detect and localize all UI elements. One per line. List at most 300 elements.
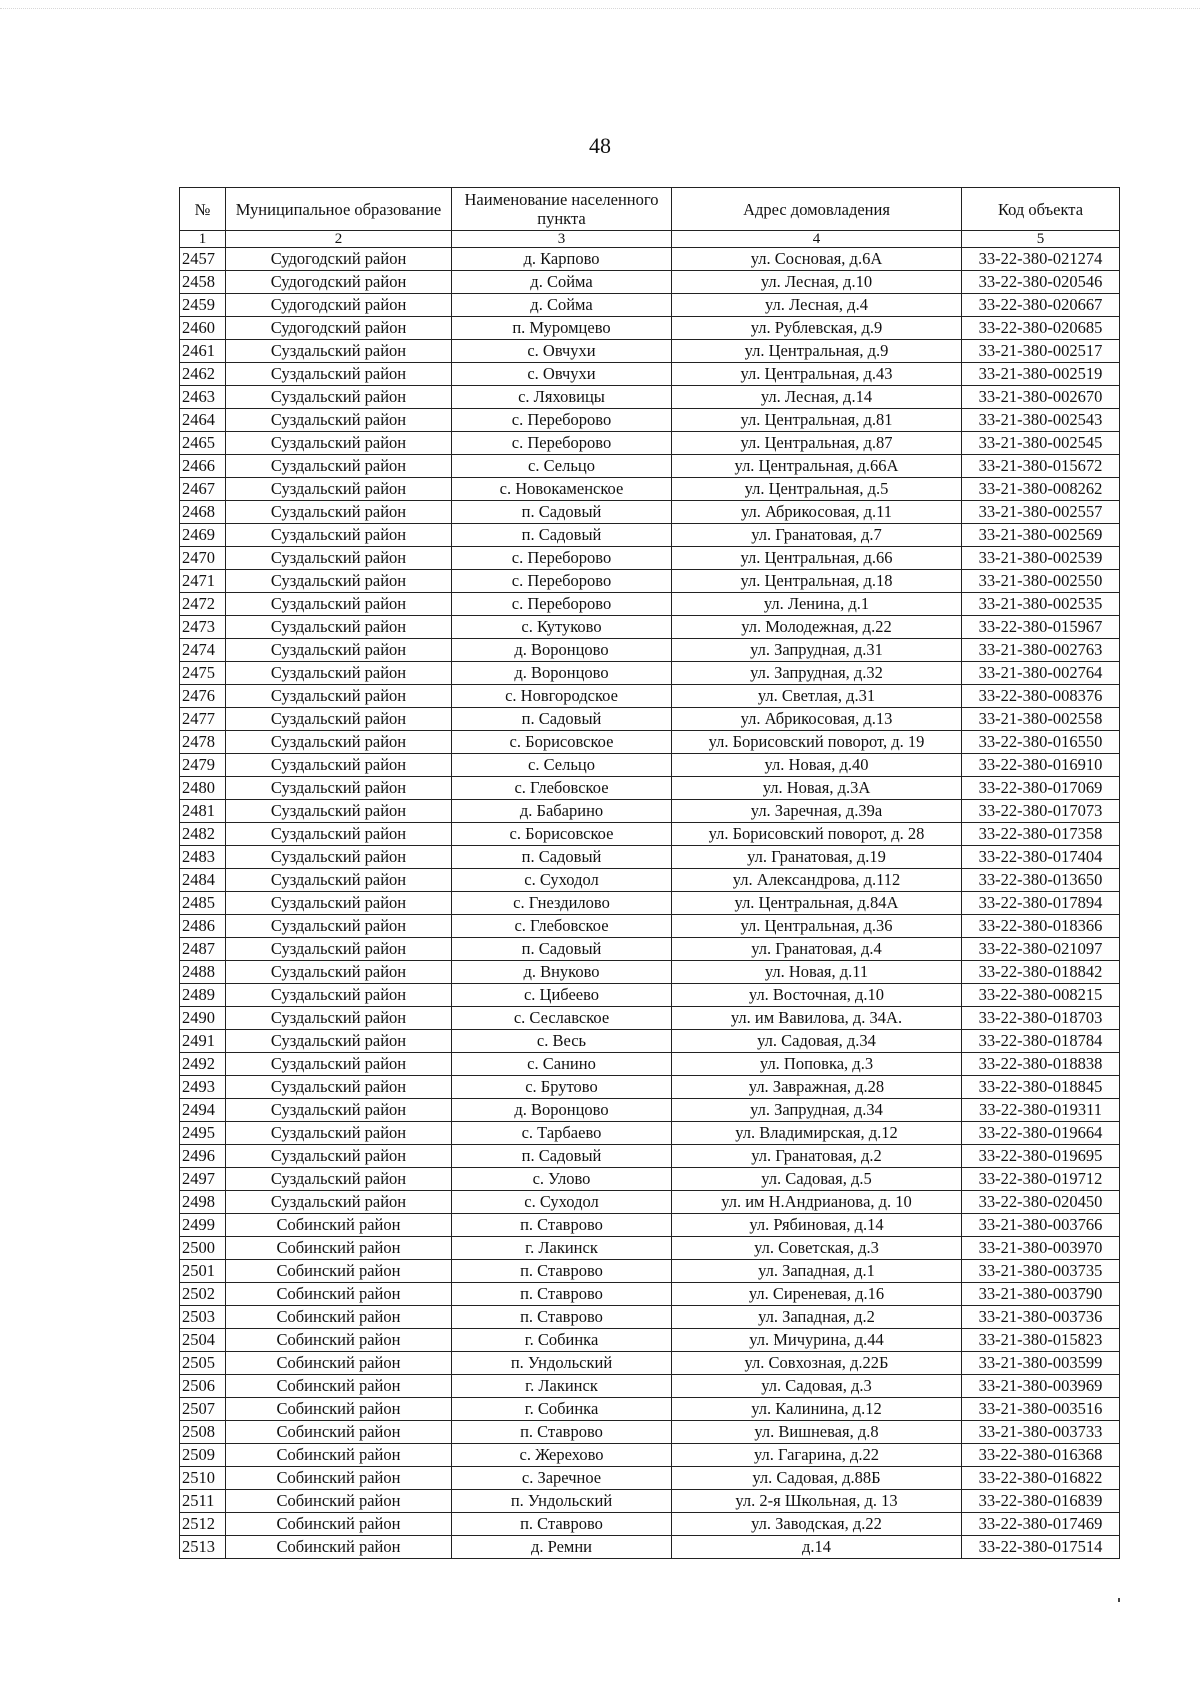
cell-number: 2477 [180,708,226,731]
cell-number: 2489 [180,984,226,1007]
cell-settlement: с. Переборово [452,570,672,593]
cell-municipality: Суздальский район [226,501,452,524]
cell-settlement: д. Сойма [452,294,672,317]
cell-municipality: Суздальский район [226,455,452,478]
cell-object-code: 33-22-380-017404 [962,846,1120,869]
cell-number: 2513 [180,1536,226,1559]
cell-number: 2464 [180,409,226,432]
cell-object-code: 33-21-380-003766 [962,1214,1120,1237]
cell-settlement: с. Сельцо [452,455,672,478]
cell-settlement: с. Новгородское [452,685,672,708]
table-row [180,1444,1120,1467]
column-number: 2 [226,231,452,248]
cell-number: 2508 [180,1421,226,1444]
cell-number: 2509 [180,1444,226,1467]
table-row [180,294,1120,317]
cell-object-code: 33-22-380-018366 [962,915,1120,938]
cell-object-code: 33-22-380-015967 [962,616,1120,639]
cell-number: 2493 [180,1076,226,1099]
cell-municipality: Суздальский район [226,662,452,685]
cell-settlement: с. Жерехово [452,1444,672,1467]
cell-object-code: 33-21-380-003735 [962,1260,1120,1283]
cell-number: 2485 [180,892,226,915]
cell-municipality: Собинский район [226,1260,452,1283]
cell-object-code: 33-22-380-016910 [962,754,1120,777]
cell-municipality: Собинский район [226,1444,452,1467]
cell-address: ул. Абрикосовая, д.13 [672,708,962,731]
cell-municipality: Собинский район [226,1536,452,1559]
cell-settlement: д. Воронцово [452,639,672,662]
cell-settlement: п. Ставрово [452,1421,672,1444]
cell-object-code: 33-22-380-018838 [962,1053,1120,1076]
cell-municipality: Суздальский район [226,823,452,846]
cell-object-code: 33-22-380-017469 [962,1513,1120,1536]
cell-object-code: 33-22-380-019695 [962,1145,1120,1168]
cell-number: 2495 [180,1122,226,1145]
cell-number: 2497 [180,1168,226,1191]
cell-number: 2478 [180,731,226,754]
table-row [180,547,1120,570]
cell-object-code: 33-22-380-017894 [962,892,1120,915]
table-body [180,248,1120,1559]
table-row [180,1467,1120,1490]
table-row [180,662,1120,685]
cell-settlement: д. Воронцово [452,1099,672,1122]
cell-address: ул. Центральная, д.43 [672,363,962,386]
table-row [180,823,1120,846]
cell-number: 2463 [180,386,226,409]
cell-object-code: 33-21-380-003736 [962,1306,1120,1329]
cell-municipality: Судогодский район [226,248,452,271]
cell-address: ул. Садовая, д.3 [672,1375,962,1398]
cell-object-code: 33-21-380-002539 [962,547,1120,570]
cell-number: 2480 [180,777,226,800]
cell-municipality: Суздальский район [226,869,452,892]
cell-number: 2457 [180,248,226,271]
cell-object-code: 33-21-380-002519 [962,363,1120,386]
cell-address: ул. Центральная, д.9 [672,340,962,363]
cell-settlement: д. Бабарино [452,800,672,823]
cell-address: ул. Совхозная, д.22Б [672,1352,962,1375]
cell-number: 2460 [180,317,226,340]
table-row [180,846,1120,869]
cell-settlement: с. Суходол [452,869,672,892]
cell-address: ул. Лесная, д.10 [672,271,962,294]
cell-object-code: 33-22-380-016368 [962,1444,1120,1467]
cell-object-code: 33-22-380-019664 [962,1122,1120,1145]
cell-settlement: п. Садовый [452,846,672,869]
cell-settlement: с. Глебовское [452,777,672,800]
cell-municipality: Собинский район [226,1214,452,1237]
cell-object-code: 33-22-380-020667 [962,294,1120,317]
cell-settlement: с. Улово [452,1168,672,1191]
cell-object-code: 33-22-380-017358 [962,823,1120,846]
cell-object-code: 33-21-380-015823 [962,1329,1120,1352]
cell-municipality: Судогодский район [226,294,452,317]
cell-municipality: Собинский район [226,1375,452,1398]
cell-municipality: Суздальский район [226,754,452,777]
cell-settlement: с. Овчухи [452,340,672,363]
cell-number: 2511 [180,1490,226,1513]
cell-number: 2469 [180,524,226,547]
cell-settlement: п. Садовый [452,938,672,961]
cell-address: ул. Центральная, д.84А [672,892,962,915]
cell-number: 2488 [180,961,226,984]
cell-settlement: п. Муромцево [452,317,672,340]
table-row [180,915,1120,938]
table-row [180,501,1120,524]
cell-settlement: г. Лакинск [452,1375,672,1398]
cell-municipality: Суздальский район [226,1145,452,1168]
cell-municipality: Суздальский район [226,961,452,984]
cell-address: ул. Запрудная, д.32 [672,662,962,685]
cell-municipality: Суздальский район [226,731,452,754]
cell-settlement: с. Борисовское [452,823,672,846]
cell-object-code: 33-22-380-008215 [962,984,1120,1007]
cell-address: ул. Вишневая, д.8 [672,1421,962,1444]
cell-settlement: п. Ундольский [452,1490,672,1513]
cell-address: д.14 [672,1536,962,1559]
cell-number: 2465 [180,432,226,455]
cell-settlement: п. Ставрово [452,1306,672,1329]
cell-number: 2470 [180,547,226,570]
cell-settlement: д. Внуково [452,961,672,984]
cell-number: 2461 [180,340,226,363]
table-row [180,248,1120,271]
header-address: Адрес домовладения [672,188,962,231]
column-number: 3 [452,231,672,248]
cell-address: ул. Новая, д.40 [672,754,962,777]
cell-number: 2491 [180,1030,226,1053]
cell-settlement: с. Овчухи [452,363,672,386]
cell-address: ул. Гранатовая, д.2 [672,1145,962,1168]
header-number: № [180,188,226,231]
table-row [180,1375,1120,1398]
cell-object-code: 33-21-380-003970 [962,1237,1120,1260]
cell-address: ул. Светлая, д.31 [672,685,962,708]
cell-municipality: Суздальский район [226,1076,452,1099]
cell-object-code: 33-22-380-013650 [962,869,1120,892]
cell-address: ул. Борисовский поворот, д. 19 [672,731,962,754]
cell-address: ул. Запрудная, д.31 [672,639,962,662]
cell-address: ул. Садовая, д.34 [672,1030,962,1053]
cell-address: ул. Западная, д.2 [672,1306,962,1329]
page-number: 48 [589,133,611,158]
table-row [180,478,1120,501]
cell-address: ул. Сосновая, д.6А [672,248,962,271]
cell-number: 2499 [180,1214,226,1237]
cell-number: 2474 [180,639,226,662]
cell-settlement: г. Собинка [452,1398,672,1421]
table-row [180,1214,1120,1237]
table-row [180,1513,1120,1536]
cell-object-code: 33-22-380-008376 [962,685,1120,708]
cell-municipality: Суздальский район [226,524,452,547]
cell-number: 2473 [180,616,226,639]
cell-number: 2505 [180,1352,226,1375]
cell-settlement: с. Сеславское [452,1007,672,1030]
table-row [180,1490,1120,1513]
cell-address: ул. Запрудная, д.34 [672,1099,962,1122]
table-row [180,340,1120,363]
cell-object-code: 33-21-380-008262 [962,478,1120,501]
cell-municipality: Собинский район [226,1329,452,1352]
cell-object-code: 33-22-380-019712 [962,1168,1120,1191]
cell-address: ул. Рублевская, д.9 [672,317,962,340]
table-row [180,593,1120,616]
cell-object-code: 33-21-380-015672 [962,455,1120,478]
cell-number: 2496 [180,1145,226,1168]
cell-municipality: Собинский район [226,1283,452,1306]
cell-address: ул. Гранатовая, д.7 [672,524,962,547]
cell-number: 2512 [180,1513,226,1536]
cell-number: 2490 [180,1007,226,1030]
cell-object-code: 33-22-380-020450 [962,1191,1120,1214]
cell-object-code: 33-21-380-003733 [962,1421,1120,1444]
cell-municipality: Собинский район [226,1306,452,1329]
cell-object-code: 33-21-380-003599 [962,1352,1120,1375]
cell-municipality: Суздальский район [226,1122,452,1145]
table-row [180,731,1120,754]
cell-object-code: 33-22-380-018842 [962,961,1120,984]
column-number: 1 [180,231,226,248]
table-row [180,961,1120,984]
table-row [180,1352,1120,1375]
cell-address: ул. Центральная, д.18 [672,570,962,593]
cell-settlement: с. Тарбаево [452,1122,672,1145]
table-row [180,1283,1120,1306]
cell-number: 2506 [180,1375,226,1398]
cell-municipality: Собинский район [226,1513,452,1536]
table-row [180,271,1120,294]
cell-object-code: 33-21-380-002535 [962,593,1120,616]
table-row [180,1260,1120,1283]
cell-municipality: Собинский район [226,1237,452,1260]
table-row [180,317,1120,340]
table-row [180,1237,1120,1260]
cell-address: ул. им Н.Андриановa, д. 10 [672,1191,962,1214]
cell-address: ул. Калинина, д.12 [672,1398,962,1421]
cell-address: ул. Абрикосовая, д.11 [672,501,962,524]
cell-settlement: п. Ставрово [452,1283,672,1306]
table-row [180,363,1120,386]
table-row [180,938,1120,961]
cell-settlement: с. Сельцо [452,754,672,777]
cell-object-code: 33-21-380-003969 [962,1375,1120,1398]
cell-municipality: Собинский район [226,1467,452,1490]
cell-settlement: г. Собинка [452,1329,672,1352]
cell-municipality: Собинский район [226,1398,452,1421]
cell-address: ул. Центральная, д.36 [672,915,962,938]
cell-settlement: г. Лакинск [452,1237,672,1260]
cell-settlement: п. Садовый [452,501,672,524]
cell-address: ул. Борисовский поворот, д. 28 [672,823,962,846]
cell-address: ул. Гранатовая, д.19 [672,846,962,869]
cell-municipality: Суздальский район [226,1053,452,1076]
cell-object-code: 33-22-380-020546 [962,271,1120,294]
cell-settlement: п. Ставрово [452,1214,672,1237]
cell-number: 2462 [180,363,226,386]
cell-settlement: с. Глебовское [452,915,672,938]
cell-municipality: Суздальский район [226,685,452,708]
cell-address: ул. Западная, д.1 [672,1260,962,1283]
cell-number: 2458 [180,271,226,294]
cell-number: 2459 [180,294,226,317]
cell-settlement: с. Санино [452,1053,672,1076]
cell-settlement: с. Переборово [452,593,672,616]
cell-number: 2510 [180,1467,226,1490]
cell-municipality: Суздальский район [226,1168,452,1191]
cell-settlement: с. Брутово [452,1076,672,1099]
cell-settlement: п. Ставрово [452,1513,672,1536]
cell-address: ул. Заводская, д.22 [672,1513,962,1536]
cell-municipality: Суздальский район [226,846,452,869]
cell-number: 2486 [180,915,226,938]
cell-address: ул. Мичурина, д.44 [672,1329,962,1352]
cell-number: 2476 [180,685,226,708]
scan-noise [0,8,1200,15]
cell-settlement: д. Сойма [452,271,672,294]
cell-object-code: 33-22-380-021097 [962,938,1120,961]
table-row [180,708,1120,731]
cell-number: 2504 [180,1329,226,1352]
cell-object-code: 33-22-380-017514 [962,1536,1120,1559]
table-row [180,1007,1120,1030]
cell-number: 2503 [180,1306,226,1329]
cell-municipality: Суздальский район [226,1007,452,1030]
cell-settlement: д. Воронцово [452,662,672,685]
cell-object-code: 33-21-380-002545 [962,432,1120,455]
cell-object-code: 33-21-380-002670 [962,386,1120,409]
cell-number: 2475 [180,662,226,685]
table-row [180,524,1120,547]
cell-object-code: 33-22-380-019311 [962,1099,1120,1122]
cell-settlement: с. Суходол [452,1191,672,1214]
cell-municipality: Суздальский район [226,639,452,662]
cell-municipality: Суздальский район [226,363,452,386]
cell-address: ул. Новая, д.3А [672,777,962,800]
cell-address: ул. Молодежная, д.22 [672,616,962,639]
cell-municipality: Суздальский район [226,1030,452,1053]
cell-number: 2487 [180,938,226,961]
cell-settlement: с. Переборово [452,409,672,432]
cell-municipality: Суздальский район [226,340,452,363]
cell-municipality: Собинский район [226,1352,452,1375]
cell-object-code: 33-21-380-002557 [962,501,1120,524]
table-row [180,1030,1120,1053]
table-row [180,1329,1120,1352]
cell-municipality: Судогодский район [226,317,452,340]
cell-number: 2502 [180,1283,226,1306]
cell-settlement: п. Садовый [452,1145,672,1168]
cell-object-code: 33-21-380-002764 [962,662,1120,685]
cell-address: ул. Гагарина, д.22 [672,1444,962,1467]
cell-settlement: с. Борисовское [452,731,672,754]
table-row [180,409,1120,432]
cell-number: 2501 [180,1260,226,1283]
table-row [180,777,1120,800]
cell-municipality: Суздальский район [226,1099,452,1122]
cell-object-code: 33-22-380-016822 [962,1467,1120,1490]
table-row [180,1191,1120,1214]
cell-address: ул. Восточная, д.10 [672,984,962,1007]
cell-address: ул. Садовая, д.5 [672,1168,962,1191]
cell-municipality: Суздальский район [226,547,452,570]
table-row [180,1536,1120,1559]
table-row [180,570,1120,593]
table-row [180,1145,1120,1168]
header-object-code: Код объекта [962,188,1120,231]
cell-settlement: д. Ремни [452,1536,672,1559]
cell-object-code: 33-21-380-002558 [962,708,1120,731]
cell-address: ул. 2-я Школьная, д. 13 [672,1490,962,1513]
cell-object-code: 33-22-380-021274 [962,248,1120,271]
cell-settlement: с. Новокаменское [452,478,672,501]
cell-municipality: Суздальский район [226,386,452,409]
cell-object-code: 33-21-380-002569 [962,524,1120,547]
cell-number: 2498 [180,1191,226,1214]
cell-number: 2494 [180,1099,226,1122]
cell-object-code: 33-22-380-017069 [962,777,1120,800]
data-table [179,187,1120,1559]
cell-municipality: Суздальский район [226,938,452,961]
cell-number: 2484 [180,869,226,892]
table-row [180,1421,1120,1444]
table-row [180,1122,1120,1145]
cell-settlement: п. Ундольский [452,1352,672,1375]
table-row [180,800,1120,823]
cell-address: ул. Сиреневая, д.16 [672,1283,962,1306]
table-row [180,1076,1120,1099]
cell-number: 2481 [180,800,226,823]
cell-municipality: Суздальский район [226,593,452,616]
cell-number: 2507 [180,1398,226,1421]
table-row [180,685,1120,708]
table-row [180,984,1120,1007]
scan-mark [1118,1598,1120,1602]
cell-municipality: Судогодский район [226,271,452,294]
cell-address: ул. Лесная, д.4 [672,294,962,317]
cell-object-code: 33-22-380-018845 [962,1076,1120,1099]
cell-municipality: Суздальский район [226,708,452,731]
table-container [179,187,1119,1559]
cell-number: 2479 [180,754,226,777]
table-row [180,1168,1120,1191]
cell-municipality: Суздальский район [226,409,452,432]
cell-object-code: 33-21-380-002763 [962,639,1120,662]
cell-object-code: 33-21-380-002550 [962,570,1120,593]
cell-address: ул. Центральная, д.5 [672,478,962,501]
cell-address: ул. Центральная, д.66А [672,455,962,478]
cell-municipality: Суздальский район [226,984,452,1007]
cell-settlement: с. Цибеево [452,984,672,1007]
cell-municipality: Суздальский район [226,777,452,800]
cell-object-code: 33-21-380-003516 [962,1398,1120,1421]
cell-municipality: Собинский район [226,1490,452,1513]
column-number: 5 [962,231,1120,248]
cell-settlement: с. Весь [452,1030,672,1053]
cell-municipality: Суздальский район [226,915,452,938]
cell-object-code: 33-22-380-016550 [962,731,1120,754]
cell-settlement: с. Переборово [452,432,672,455]
cell-address: ул. им Вавилова, д. 34А. [672,1007,962,1030]
cell-settlement: д. Карпово [452,248,672,271]
column-number-row [180,231,1120,248]
cell-settlement: п. Ставрово [452,1260,672,1283]
cell-address: ул. Заречная, д.39а [672,800,962,823]
table-row [180,754,1120,777]
cell-object-code: 33-22-380-017073 [962,800,1120,823]
